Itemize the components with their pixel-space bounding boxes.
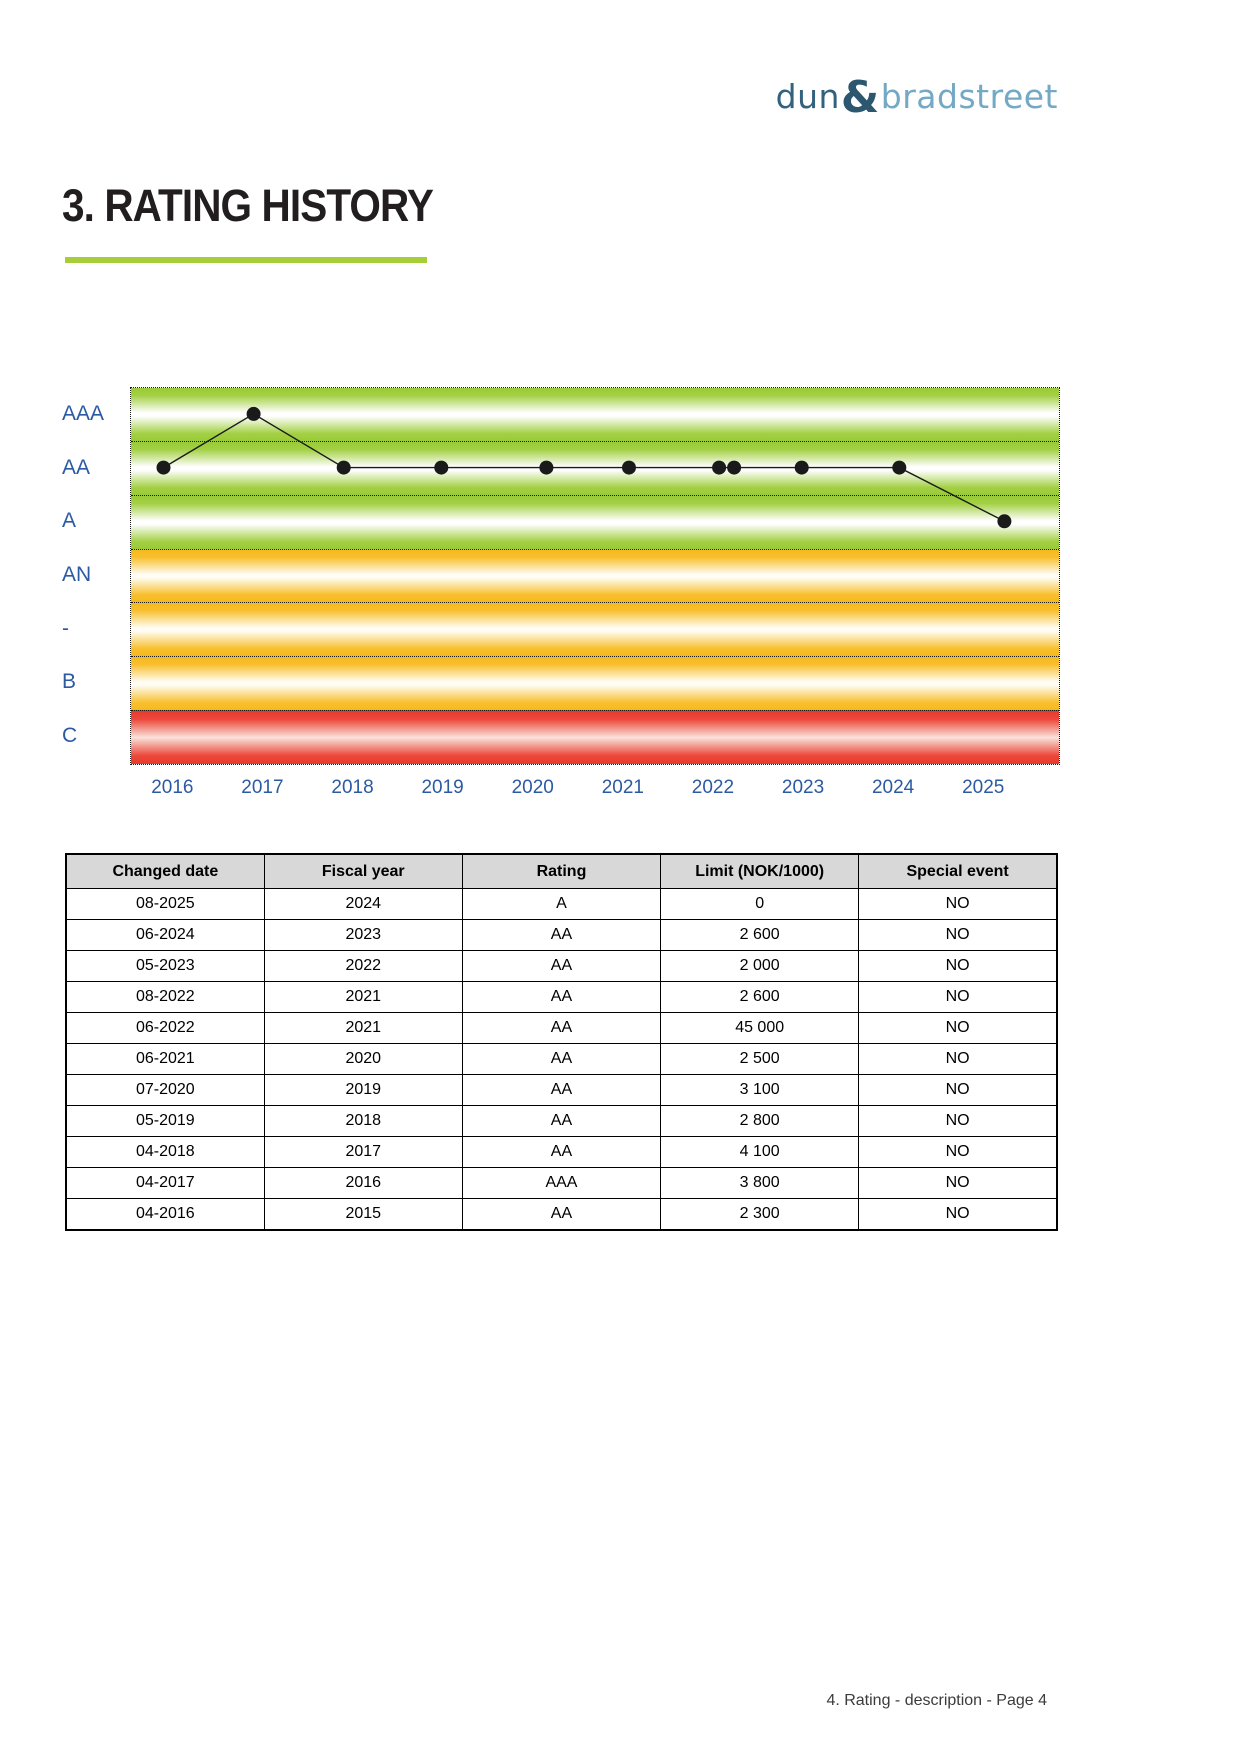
page-title: 3. RATING HISTORY — [62, 180, 433, 231]
table-cell: NO — [859, 889, 1057, 920]
table-cell: NO — [859, 1044, 1057, 1075]
table-header — [66, 854, 1057, 889]
table-cell: 2016 — [264, 1168, 462, 1199]
x-axis-tick: 2024 — [871, 777, 915, 798]
x-axis-tick: 2025 — [962, 777, 1005, 798]
table-cell: AA — [462, 1199, 660, 1231]
column-header: Fiscal year — [264, 854, 462, 889]
table-cell: 05-2023 — [66, 951, 264, 982]
y-axis-label: AN — [62, 563, 92, 586]
table-cell: NO — [859, 1013, 1057, 1044]
table-cell: 08-2025 — [66, 889, 264, 920]
table-row — [66, 982, 1057, 1013]
table-row — [66, 1199, 1057, 1231]
data-point — [997, 514, 1011, 528]
table-cell: 2022 — [264, 951, 462, 982]
table-cell: 2018 — [264, 1106, 462, 1137]
table-row — [66, 951, 1057, 982]
data-point — [247, 407, 261, 421]
table-cell: NO — [859, 951, 1057, 982]
rating-line-chart — [130, 387, 1060, 765]
table-cell: 2 000 — [661, 951, 859, 982]
table-cell: 2019 — [264, 1075, 462, 1106]
data-point — [892, 461, 906, 475]
x-axis-tick: 2023 — [781, 777, 825, 798]
table-cell: AA — [462, 951, 660, 982]
data-point — [795, 461, 809, 475]
table-cell: 2 600 — [661, 920, 859, 951]
table-cell: AA — [462, 982, 660, 1013]
table-cell: 3 800 — [661, 1168, 859, 1199]
table-cell: 04-2018 — [66, 1137, 264, 1168]
table-cell: AA — [462, 1013, 660, 1044]
x-axis-tick: 2020 — [511, 777, 554, 798]
logo-ampersand-icon: & — [840, 72, 880, 123]
table-cell: NO — [859, 1137, 1057, 1168]
table-cell: 2017 — [264, 1137, 462, 1168]
table-row — [66, 920, 1057, 951]
column-header: Rating — [462, 854, 660, 889]
title-underline — [65, 257, 427, 263]
page-footer: 4. Rating - description - Page 4 — [826, 1692, 1047, 1709]
table-cell: AA — [462, 1075, 660, 1106]
data-point — [622, 461, 636, 475]
table-cell: 2024 — [264, 889, 462, 920]
table-cell: 2 800 — [661, 1106, 859, 1137]
table-cell: 2021 — [264, 982, 462, 1013]
data-point — [157, 461, 171, 475]
table-cell: 45 000 — [661, 1013, 859, 1044]
table-cell: 2023 — [264, 920, 462, 951]
logo-text-dun: dun — [775, 77, 840, 116]
logo-text-bradstreet: bradstreet — [880, 77, 1058, 116]
x-axis-tick: 2018 — [331, 777, 374, 798]
table-cell: 2 600 — [661, 982, 859, 1013]
table-row — [66, 889, 1057, 920]
table-cell: NO — [859, 1199, 1057, 1231]
table-cell: AA — [462, 1137, 660, 1168]
table-cell: 2015 — [264, 1199, 462, 1231]
table-cell: 08-2022 — [66, 982, 264, 1013]
x-axis-tick: 2016 — [151, 777, 194, 798]
table-cell: NO — [859, 982, 1057, 1013]
table-cell: NO — [859, 1106, 1057, 1137]
x-axis-tick: 2017 — [241, 777, 284, 798]
table-row — [66, 1168, 1057, 1199]
table-cell: 2 500 — [661, 1044, 859, 1075]
table-cell: 0 — [661, 889, 859, 920]
y-axis-label: C — [62, 724, 78, 748]
table-cell: AA — [462, 920, 660, 951]
x-axis-tick: 2022 — [691, 777, 735, 798]
table-cell: 2020 — [264, 1044, 462, 1075]
table-row — [66, 1137, 1057, 1168]
data-point — [539, 461, 553, 475]
y-axis-label: - — [62, 616, 69, 640]
data-point — [337, 461, 351, 475]
table-cell: NO — [859, 1168, 1057, 1199]
table-cell: 2 300 — [661, 1199, 859, 1231]
column-header: Changed date — [66, 854, 264, 889]
x-axis-tick: 2021 — [601, 777, 644, 798]
table-cell: 04-2017 — [66, 1168, 264, 1199]
data-point — [434, 461, 448, 475]
y-axis-label: B — [62, 670, 77, 694]
table-cell: 4 100 — [661, 1137, 859, 1168]
data-point — [727, 461, 741, 475]
table-row — [66, 1106, 1057, 1137]
table-row — [66, 1075, 1057, 1106]
x-axis-tick: 2019 — [421, 777, 464, 798]
y-axis-label: AA — [62, 455, 91, 479]
dnb-logo — [775, 68, 1058, 123]
table-cell: AA — [462, 1106, 660, 1137]
table-cell: 07-2020 — [66, 1075, 264, 1106]
y-axis-label: A — [62, 509, 77, 533]
y-axis-label: AAA — [62, 401, 105, 425]
table-cell: 04-2016 — [66, 1199, 264, 1231]
table-cell: NO — [859, 1075, 1057, 1106]
table-cell: AAA — [462, 1168, 660, 1199]
table-cell: 3 100 — [661, 1075, 859, 1106]
table-cell: 06-2024 — [66, 920, 264, 951]
table-row — [66, 1044, 1057, 1075]
table-cell: 05-2019 — [66, 1106, 264, 1137]
rating-line — [164, 414, 1005, 521]
table-cell: NO — [859, 920, 1057, 951]
table-cell: 06-2022 — [66, 1013, 264, 1044]
table-cell: A — [462, 889, 660, 920]
column-header: Limit (NOK/1000) — [661, 854, 859, 889]
rating-history-table — [65, 853, 1058, 1231]
table-row — [66, 1013, 1057, 1044]
table-cell: 2021 — [264, 1013, 462, 1044]
data-point — [712, 461, 726, 475]
column-header: Special event — [859, 854, 1057, 889]
table-cell: AA — [462, 1044, 660, 1075]
table-cell: 06-2021 — [66, 1044, 264, 1075]
